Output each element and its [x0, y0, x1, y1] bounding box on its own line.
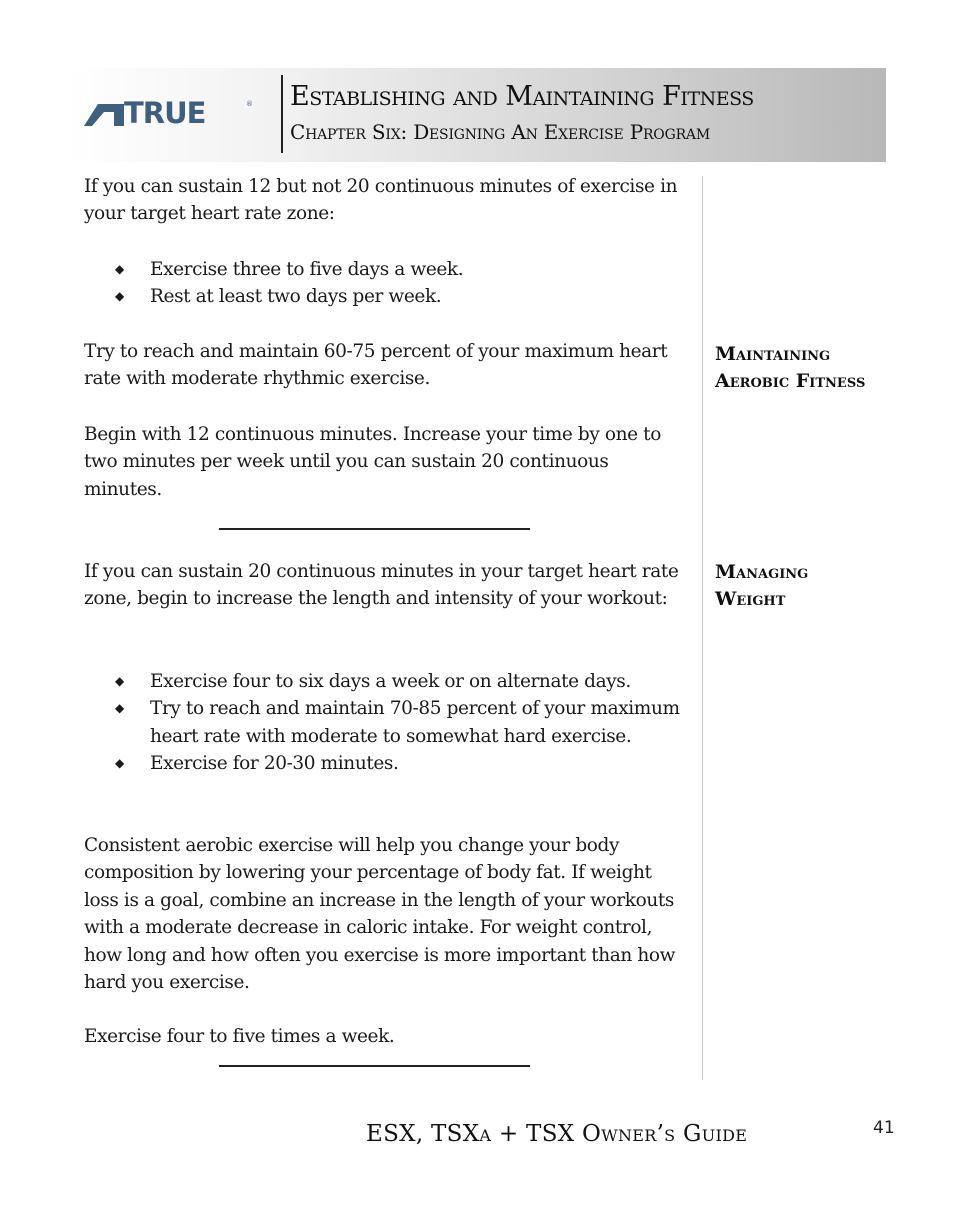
bullet-icon: ◆ [115, 289, 124, 304]
page-number: 41 [873, 1118, 895, 1138]
header-divider [281, 75, 283, 153]
bullet-icon: ◆ [115, 701, 124, 716]
list-item: ◆ Exercise for 20-30 minutes. [84, 750, 684, 777]
true-logo [84, 96, 254, 130]
section1-paragraph-2: Try to reach and maintain 60-75 percent of your maximum heart rate with moderate rhythmic exercise. [84, 341, 668, 390]
section1-intro: If you can sustain 12 but not 20 continuous minutes of exercise in your target heart rate zone: [84, 176, 678, 225]
section2-bullet-list [84, 668, 684, 778]
section1-bullet-list [84, 256, 684, 311]
list-item: ◆ Exercise three to five days a week. [84, 256, 684, 283]
section2-intro: If you can sustain 20 continuous minutes in your target heart rate zone, begin to increase the length and intensity of your workout: [84, 561, 679, 610]
bullet-icon: ◆ [115, 756, 124, 771]
list-item: ◆ Exercise four to six days a week or on alternate days. [84, 668, 684, 695]
bullet-icon: ◆ [115, 262, 124, 276]
bullet-icon: ◆ [115, 674, 124, 688]
sidebar-heading-managing-weight: Managing Weight [715, 561, 809, 611]
section1-paragraph-3: Begin with 12 continuous minutes. Increase your time by one to two minutes per week until you can sustain 20 continuous minutes. [84, 424, 661, 500]
footer-guide-title: ESX, TSXa + TSX Owner’s Guide [366, 1121, 748, 1147]
section2-paragraph-3: Exercise four to five times a week. [84, 1026, 395, 1047]
logo-mark-icon [84, 104, 124, 126]
list-item: ◆ Try to reach and maintain 70-85 percent of your maximum heart rate with moderate to somewhat hard exercise. [84, 695, 684, 750]
sidebar-heading-aerobic-fitness: Maintaining Aerobic Fitness [715, 343, 866, 393]
column-divider [702, 176, 703, 1080]
logo-wordmark: TRUE [124, 96, 206, 130]
section-separator [219, 1065, 530, 1067]
section2-paragraph-2: Consistent aerobic exercise will help you change your body composition by lowering your percentage of body fat. If weight loss is a goal, combine an increase in the length of your workouts with a moderate decrease in caloric intake. For weight control, how long and how often you exercise is more important than how hard you exercise. [84, 835, 676, 994]
page-title: Establishing and Maintaining Fitness [290, 81, 754, 112]
chapter-subtitle: Chapter Six: Designing An Exercise Program [290, 120, 710, 144]
list-item: ◆ Rest at least two days per week. [84, 283, 684, 310]
logo-trademark: ® [246, 100, 253, 108]
section-separator [219, 528, 530, 530]
